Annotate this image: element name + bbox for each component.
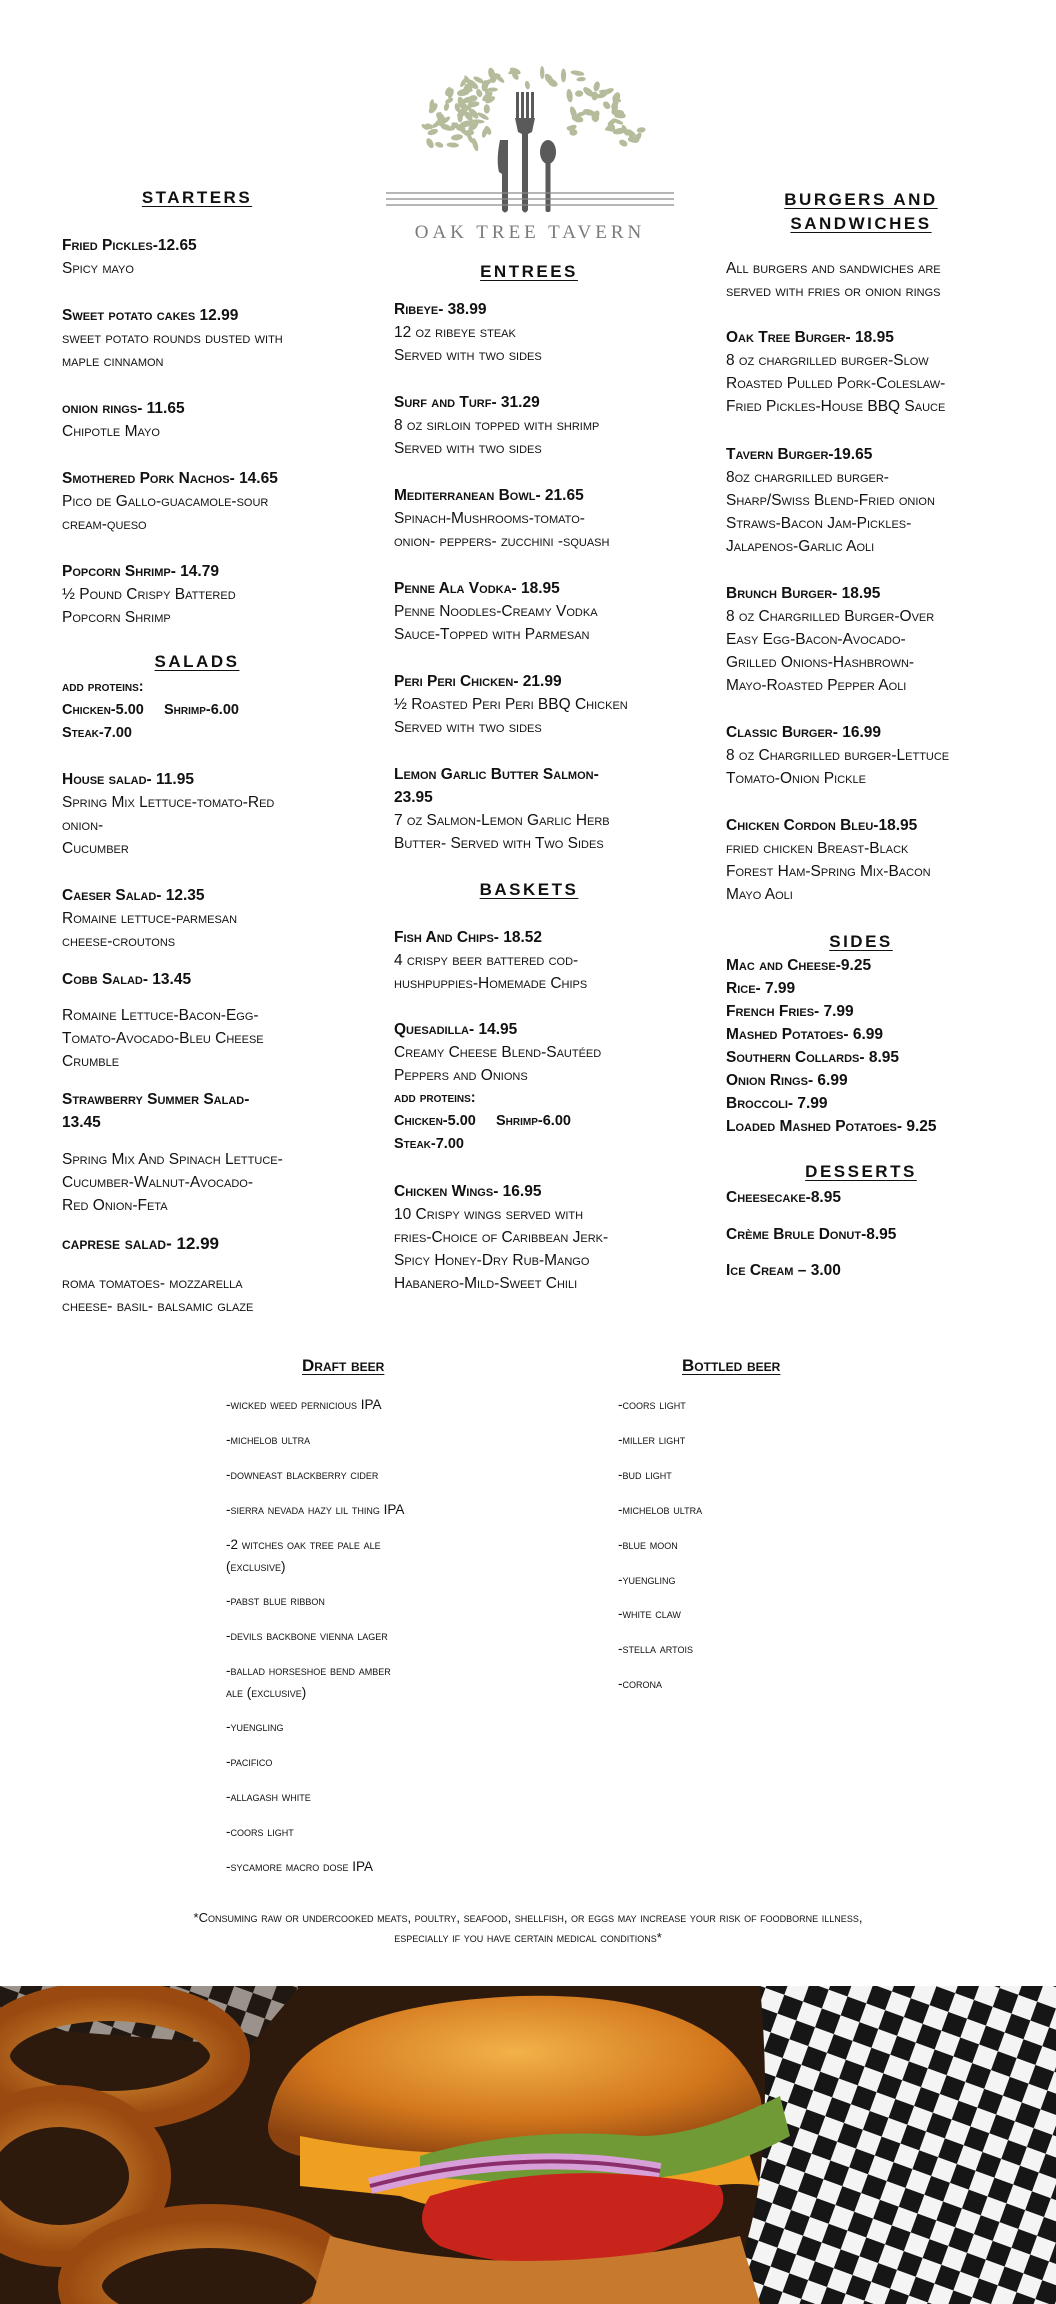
fork-icon [515,92,535,213]
menu-item: Ribeye- 38.99 12 oz ribeye steak Served with two sides [394,301,542,364]
oak-tree-logo [380,50,680,250]
beer-item: -sierra nevada hazy lil thing IPA [226,1502,405,1517]
leaf [636,127,645,134]
menu-item: onion rings- 11.65 Chipotle Mayo [62,400,185,440]
menu-item: Cobb Salad- 13.45 [62,971,192,988]
beer-item: -downeast blackberry cider [226,1467,379,1482]
dessert-item: Ice Cream – 3.00 [726,1262,841,1279]
beer-item: -bud light [618,1467,672,1482]
beer-item: -ballad horseshoe bend amber [226,1663,391,1678]
menu-item: Penne Ala Vodka- 18.95 Penne Noodles-Creamy Vodka Sauce-Topped with Parmesan [394,580,598,643]
leaf [484,104,490,114]
beer-item: -miller light [618,1432,686,1447]
salads-heading: SALADS [154,652,240,671]
menu-item: Fish And Chips- 18.52 4 crispy beer battered cod- hushpuppies-Homemade Chips [394,929,588,992]
menu-item: Classic Burger- 16.99 8 oz Chargrilled burger-Lettuce Tomato-Onion Pickle [726,724,950,787]
beer-item: -allagash white [226,1789,311,1804]
beer-item: -coors light [226,1824,294,1839]
beer-item: -stella artois [618,1641,693,1656]
menu-item: Mediterranean Bowl- 21.65 Spinach-Mushrooms-tomato- onion- peppers- zucchini -squash [394,487,610,550]
leaf [443,102,450,111]
leaf [524,80,530,89]
brand-name: OAK TREE TAVERN [414,222,646,243]
menu-item: Quesadilla- 14.95 Creamy Cheese Blend-Sautéed Peppers and Onions [394,1021,602,1084]
beer-item: -yuengling [226,1719,284,1734]
leaf [593,81,601,92]
beer-item: -corona [618,1676,662,1691]
starters-heading: STARTERS [141,188,253,207]
sides-heading: SIDES [829,932,893,951]
add-proteins: add proteins: Chicken-5.00 Shrimp-6.00 Steak-7.00 [394,1090,571,1152]
beer-item: -2 witches oak tree pale ale [226,1537,381,1552]
beer-item: (exclusive) [226,1559,286,1574]
menu-item: Chicken Wings- 16.95 10 Crispy wings served with fries-Choice of Caribbean Jerk- Spicy Honey-Dry Rub-Mango Habanero-Mild-Sweet Chili [394,1183,609,1292]
menu-item: Chicken Cordon Bleu-18.95 fried chicken Breast-Black Forest Ham-Spring Mix-Bacon Mayo Aoli [726,817,931,903]
beer-item: -coors light [618,1397,686,1412]
knife-icon [498,140,508,213]
food-safety-disclaimer: *Consuming raw or undercooked meats, poultry, seafood, shellfish, or eggs may increase your risk of foodborne illness, especially if you have certain medical conditions* [193,1910,863,1945]
menu-item: Tavern Burger-19.65 8oz chargrilled burger- Sharp/Swiss Blend-Fried onion Straws-Bacon Jam-Pickles- Jalapenos-Garlic Aoli [726,446,935,555]
sides-list: Mac and Cheese-9.25 Rice- 7.99 French Fries- 7.99 Mashed Potatoes- 6.99 Southern Collards- 8.95 Onion Rings- 6.99 Broccoli- 7.99 Loaded Mashed Potatoes- 9.25 [726,957,937,1135]
beer-item: -wicked weed pernicious IPA [226,1397,382,1412]
beer-item: -michelob ultra [618,1502,703,1517]
leaf [561,69,566,83]
leaf [434,141,444,149]
leaf [425,137,436,149]
menu-item: Brunch Burger- 18.95 8 oz Chargrilled Burger-Over Easy Egg-Bacon-Avocado- Grilled Onions-Hashbrown- Mayo-Roasted Pepper Aoli [726,585,935,694]
entrees-heading: ENTREES [480,262,578,281]
baskets-heading: BASKETS [479,880,579,899]
beer-item: -yuengling [618,1572,676,1587]
leaf [570,70,585,77]
menu-item: Sweet potato cakes 12.99 sweet potato rounds dusted with maple cinnamon [62,307,283,370]
menu-item: Peri Peri Chicken- 21.99 ½ Roasted Peri Peri BBQ Chicken Served with two sides [394,673,628,736]
beer-item: -pacifico [226,1754,273,1769]
dessert-item: Cheesecake-8.95 [726,1189,841,1206]
beer-item: ale (exclusive) [226,1685,307,1700]
beer-item: -white claw [618,1606,681,1621]
burgers-heading: BURGERS AND SANDWICHES [784,190,938,233]
menu-item-desc: Spring Mix And Spinach Lettuce- Cucumber-Walnut-Avocado- Red Onion-Feta [62,1151,283,1214]
leaf [575,90,583,97]
logo-rules [386,193,674,205]
burger-illustration [0,1986,1056,2304]
menu-item: Surf and Turf- 31.29 8 oz sirloin topped with shrimp Served with two sides [394,394,600,457]
leaf [602,100,612,111]
menu-item: House salad- 11.95 Spring Mix Lettuce-tomato-Red onion- Cucumber [62,771,275,857]
spoon-icon [540,140,556,212]
desserts-heading: DESSERTS [805,1162,917,1181]
menu-item: caprese salad- 12.99 [62,1234,219,1253]
dessert-item: Crème Brule Donut-8.95 [726,1226,897,1243]
menu-item: Strawberry Summer Salad- 13.45 [62,1091,250,1131]
leaf [446,142,459,148]
beer-item: -michelob ultra [226,1432,311,1447]
beer-item: -pabst blue ribbon [226,1593,325,1608]
menu-item: Caeser Salad- 12.35 Romaine lettuce-parmesan cheese-croutons [62,887,238,950]
add-proteins: add proteins: Chicken-5.00 Shrimp-6.00 Steak-7.00 [62,679,239,741]
beer-item: -blue moon [618,1537,678,1552]
leaf [540,66,545,79]
menu-item: Lemon Garlic Butter Salmon- 23.95 7 oz Salmon-Lemon Garlic Herb Butter- Served with Two Sides [394,766,610,852]
burgers-intro: All burgers and sandwiches are served with fries or onion rings [726,260,941,300]
menu-item-desc: Romaine Lettuce-Bacon-Egg- Tomato-Avocado-Bleu Cheese Crumble [62,1007,264,1070]
menu-item: Oak Tree Burger- 18.95 8 oz chargrilled burger-Slow Roasted Pulled Pork-Coleslaw- Fried Pickles-House BBQ Sauce [726,329,946,415]
leaf [451,133,464,141]
menu-item: Smothered Pork Nachos- 14.65 Pico de Gallo-guacamole-sour cream-queso [62,470,278,533]
menu-item-desc: roma tomatoes- mozzarella cheese- basil- balsamic glaze [62,1275,254,1315]
beer-item: -devils backbone vienna lager [226,1628,388,1643]
leaf [618,138,629,148]
burger-photo [0,1986,1056,2304]
menu-item: Popcorn Shrimp- 14.79 ½ Pound Crispy Battered Popcorn Shrimp [62,563,236,626]
menu-item: Fried Pickles-12.65 Spicy mayo [62,237,197,277]
draft-beer-heading: Draft beer [302,1356,385,1375]
leaf [576,77,586,82]
bottled-beer-heading: Bottled beer [682,1356,781,1375]
beer-item: -sycamore macro dose IPA [226,1859,374,1874]
